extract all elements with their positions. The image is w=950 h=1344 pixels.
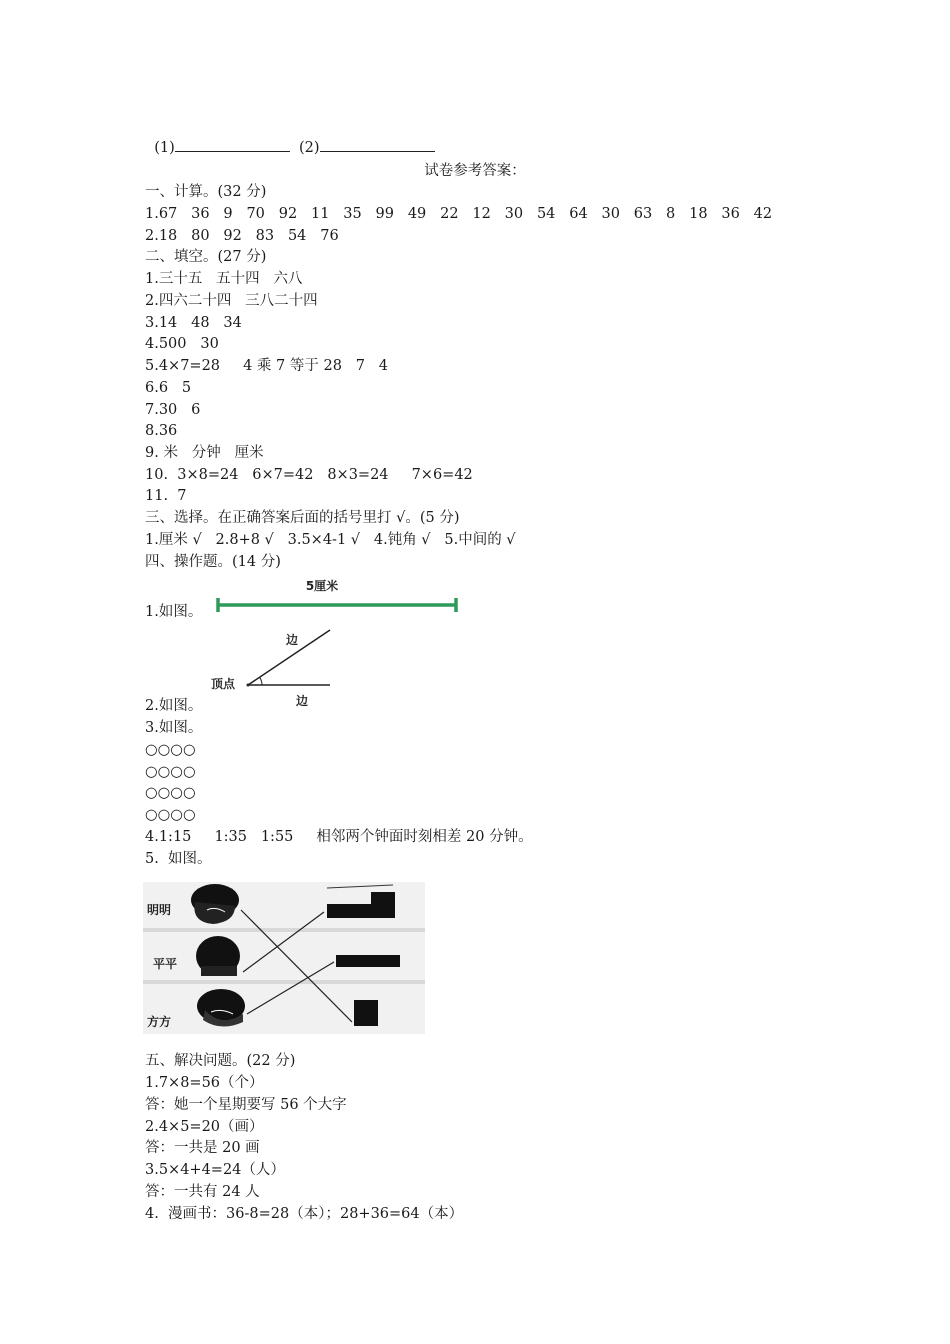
angle-vertex-dot [247,684,250,687]
blank-2-label: (2) [298,140,320,156]
section-2-line: 9. 米 分钟 厘米 [145,445,264,461]
section-5-line: 答：她一个星期要写 56 个大字 [145,1097,347,1113]
section-2-line: 8.36 [145,423,178,439]
child-name: 方方 [147,1015,172,1029]
top-blanks-line [145,117,435,158]
section-5-heading: 五、解决问题。(22 分) [145,1053,296,1069]
section-2-line: 11. 7 [145,488,187,504]
section-3-heading: 三、选择。在正确答案后面的括号里打 √。(5 分) [145,510,460,526]
section-2-line: 7.30 6 [145,402,201,418]
section-2-line: 2.四六二十四 三八二十四 [145,293,318,309]
section-2-heading: 二、填空。(27 分) [145,249,267,265]
view-shape-square [354,1000,378,1026]
circle-row: ○○○○ [145,807,196,823]
view-shape-bar [336,955,400,967]
circle-row: ○○○○ [145,764,196,780]
section-4-heading: 四、操作题。(14 分) [145,554,281,570]
section-2-line: 1.三十五 五十四 六八 [145,271,303,287]
child-head-back-view [196,936,240,976]
blank-1-line [175,137,290,152]
section-2-line: 4.500 30 [145,336,219,352]
blank-2-line [320,137,435,152]
figure-band [143,980,425,984]
section-2-line: 3.14 48 34 [145,315,242,331]
section-2-line: 10. 3×8=24 6×7=42 8×3=24 7×6=42 [145,467,473,483]
edge-label-upper: 边 [286,633,299,647]
angle-arc [260,677,262,685]
section-4-q5: 5. 如图。 [145,851,212,867]
section-4-q1: 1.如图。 [145,604,203,620]
section-2-line: 5.4×7=28 4 乘 7 等于 28 7 4 [145,358,389,374]
segment-and-angle-figure [210,574,462,710]
section-4-q2: 2.如图。 [145,698,203,714]
view-matching-figure [143,882,425,1034]
blank-1-label: (1) [154,140,175,156]
segment-label: 5厘米 [305,579,339,593]
section-5-line: 答：一共是 20 画 [145,1140,260,1156]
figure-band [143,928,425,932]
section-5-line: 1.7×8=56（个） [145,1075,264,1091]
answer-key-title: 试卷参考答案： [424,163,526,179]
section-5-line: 4. 漫画书：36-8=28（本）；28+36=64（本） [145,1206,464,1222]
edge-label-lower: 边 [296,694,309,708]
vertex-label: 顶点 [211,677,236,691]
section-4-q3: 3.如图。 [145,720,203,736]
circle-row: ○○○○ [145,785,196,801]
section-1-heading: 一、计算。(32 分) [145,184,267,200]
section-4-q4: 4.1:15 1:35 1:55 相邻两个钟面时刻相差 20 分钟。 [145,829,533,845]
circle-row: ○○○○ [145,742,196,758]
section-2-line: 6.6 5 [145,380,192,396]
child-name: 平平 [153,957,178,971]
child-name: 明明 [147,903,172,917]
section-5-line: 3.5×4+4=24（人） [145,1162,285,1178]
section-5-line: 2.4×5=20（画） [145,1119,264,1135]
section-1-line-2: 2.18 80 92 83 54 76 [145,228,339,244]
section-5-line: 答：一共有 24 人 [145,1184,260,1200]
section-3-line: 1.厘米 √ 2.8+8 √ 3.5×4-1 √ 4.钝角 √ 5.中间的 √ [145,532,516,548]
section-1-line-1: 1.67 36 9 70 92 11 35 99 49 22 12 30 54 64 30 63 8 18 36 42 [145,206,773,222]
